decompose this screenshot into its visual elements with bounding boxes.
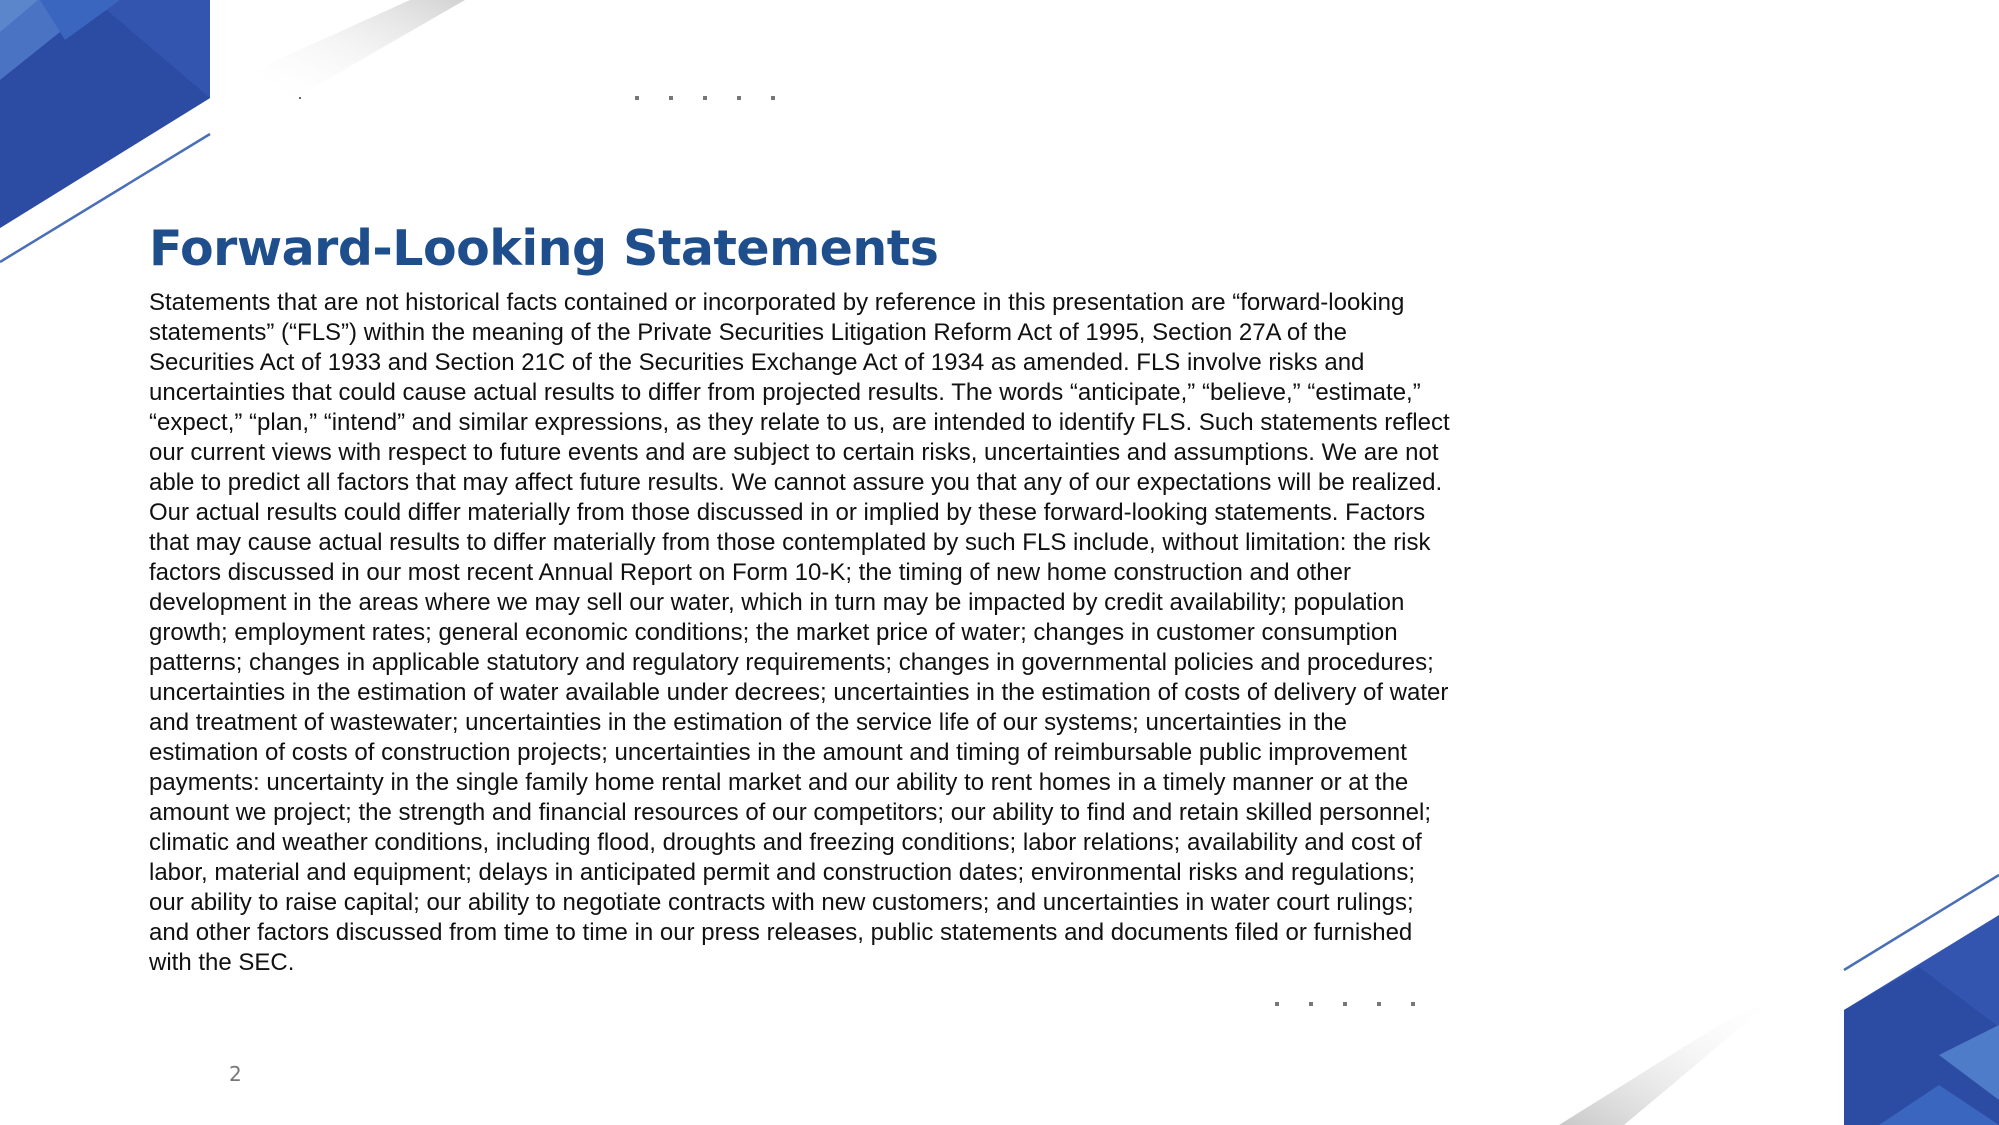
body-line: Securities Act of 1933 and Section 21C of the Securities Exchange Act of 1934 as amended. FLS involve risks and — [149, 349, 1365, 376]
body-line: growth; employment rates; general economic conditions; the market price of water; changes in customer consumption — [149, 619, 1398, 646]
dots-top — [630, 92, 790, 104]
body-line: and other factors discussed from time to time in our press releases, public statements and documents filed or furnished — [149, 919, 1413, 946]
disclaimer-body — [149, 288, 1519, 978]
body-line: amount we project; the strength and financial resources of our competitors; our ability to find and retain skilled personnel; — [149, 799, 1432, 826]
body-line: patterns; changes in applicable statutory and regulatory requirements; changes in governmental policies and procedures; — [149, 649, 1434, 676]
body-line: our ability to raise capital; our ability to negotiate contracts with new customers; and uncertainties in water court rulings; — [149, 889, 1414, 916]
body-line: estimation of costs of construction projects; uncertainties in the amount and timing of reimbursable public improvement — [149, 739, 1407, 766]
body-line: and treatment of wastewater; uncertainties in the estimation of the service life of our systems; uncertainties in the — [149, 709, 1347, 736]
body-line: statements” (“FLS”) within the meaning of the Private Securities Litigation Reform Act of 1995, Section 27A of the — [149, 319, 1347, 346]
body-line: uncertainties in the estimation of water available under decrees; uncertainties in the estimation of costs of delivery of water — [149, 679, 1449, 706]
body-line: Our actual results could differ materially from those discussed in or implied by these forward-looking statements. Factors — [149, 499, 1426, 526]
body-line: “expect,” “plan,” “intend” and similar expressions, as they relate to us, are intended to identify FLS. Such statements reflect — [149, 409, 1450, 436]
body-line: uncertainties that could cause actual results to differ from projected results. The words “anticipate,” “believe,” “estimate,” — [149, 379, 1421, 406]
body-line: labor, material and equipment; delays in anticipated permit and construction dates; environmental risks and regulations; — [149, 859, 1416, 886]
body-line: our current views with respect to future events and are subject to certain risks, uncertainties and assumptions. We are not — [149, 439, 1439, 466]
body-line: with the SEC. — [149, 949, 295, 976]
body-line: able to predict all factors that may affect future results. We cannot assure you that any of our expectations will be realized. — [149, 469, 1443, 496]
bottom-right-decoration — [1519, 855, 1999, 1125]
slide-title: Forward-Looking Statements — [149, 220, 939, 277]
page-number: 2 — [229, 1062, 242, 1086]
body-line: that may cause actual results to differ materially from those contemplated by such FLS include, without limitation: the risk — [149, 529, 1431, 556]
body-line: climatic and weather conditions, including flood, droughts and freezing conditions; labor relations; availability and cost of — [149, 829, 1422, 856]
body-line: payments: uncertainty in the single family home rental market and our ability to rent homes in a timely manner or at the — [149, 769, 1409, 796]
dots-bottom — [1270, 998, 1430, 1010]
body-line: factors discussed in our most recent Annual Report on Form 10-K; the timing of new home construction and other — [149, 559, 1351, 586]
body-line: Statements that are not historical facts contained or incorporated by reference in this presentation are “forward-looking — [149, 289, 1405, 316]
body-line: development in the areas where we may sell our water, which in turn may be impacted by credit availability; population — [149, 589, 1405, 616]
